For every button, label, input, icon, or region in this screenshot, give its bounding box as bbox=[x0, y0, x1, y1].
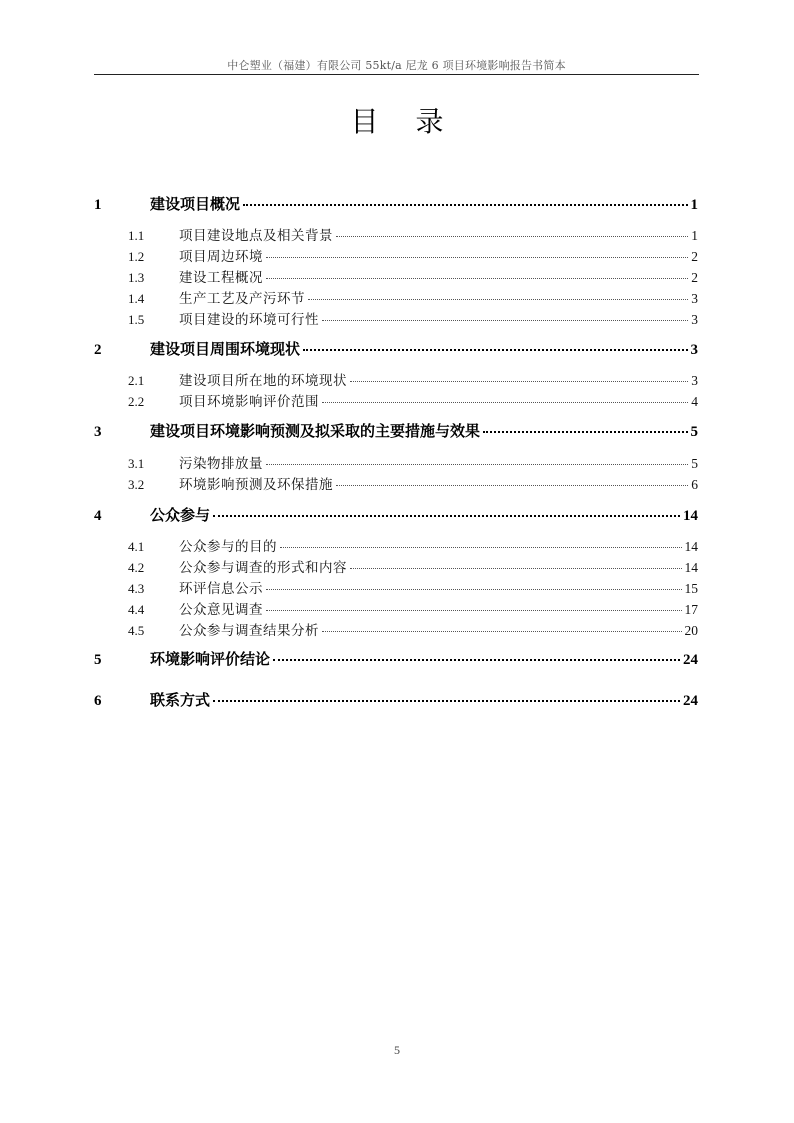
toc-number: 3.1 bbox=[128, 456, 145, 471]
toc-entry-5[interactable] bbox=[94, 648, 698, 670]
toc-number: 4.2 bbox=[128, 560, 145, 575]
toc-title: 污染物排放量 bbox=[179, 456, 263, 472]
toc-title: 环境影响预测及环保措施 bbox=[179, 477, 333, 493]
toc-title: 项目建设地点及相关背景 bbox=[179, 228, 333, 244]
toc-title: 公众意见调查 bbox=[179, 602, 263, 618]
toc-title: 项目周边环境 bbox=[179, 249, 263, 265]
toc-page-number: 14 bbox=[684, 560, 698, 575]
toc-page-number: 3 bbox=[690, 342, 698, 358]
toc-number: 4.4 bbox=[128, 602, 145, 617]
toc-page-number: 14 bbox=[683, 508, 698, 524]
toc-page-number: 17 bbox=[684, 602, 698, 617]
dot-leader bbox=[266, 278, 688, 279]
toc-page-number: 3 bbox=[691, 312, 698, 327]
toc-entry-1-2[interactable] bbox=[128, 245, 698, 265]
dot-leader bbox=[273, 659, 680, 661]
dot-leader bbox=[280, 547, 682, 548]
toc-entry-1[interactable] bbox=[94, 193, 698, 215]
toc-entry-6[interactable] bbox=[94, 689, 698, 711]
toc-number: 1.4 bbox=[128, 291, 145, 306]
toc-title: 建设项目概况 bbox=[150, 195, 241, 213]
toc-page-number: 2 bbox=[691, 249, 698, 264]
toc-page-number: 1 bbox=[690, 197, 698, 213]
toc-entry-4-4[interactable] bbox=[128, 598, 698, 618]
toc-page-number: 3 bbox=[691, 291, 698, 306]
dot-leader bbox=[266, 610, 682, 611]
toc-page-number: 24 bbox=[683, 693, 698, 709]
toc-page-number: 20 bbox=[684, 623, 698, 638]
toc-title: 项目建设的环境可行性 bbox=[179, 312, 319, 328]
toc-entry-2[interactable] bbox=[94, 338, 698, 360]
toc-page-number: 15 bbox=[684, 581, 698, 596]
toc-page-number: 1 bbox=[691, 228, 698, 243]
toc-title: 建设项目周围环境现状 bbox=[150, 340, 301, 358]
toc-number: 6 bbox=[94, 693, 102, 709]
toc-entry-1-5[interactable] bbox=[128, 308, 698, 328]
toc-entry-4-2[interactable] bbox=[128, 556, 698, 576]
toc-title: 公众参与调查的形式和内容 bbox=[179, 560, 347, 576]
toc-page-number: 4 bbox=[691, 394, 698, 409]
toc-entry-1-1[interactable] bbox=[128, 224, 698, 244]
toc-title: 建设工程概况 bbox=[179, 270, 263, 286]
toc-title: 公众参与调查结果分析 bbox=[179, 623, 319, 639]
toc-number: 5 bbox=[94, 652, 102, 668]
dot-leader bbox=[213, 700, 680, 702]
toc-title: 建设项目环境影响预测及拟采取的主要措施与效果 bbox=[150, 422, 481, 440]
toc-entry-1-3[interactable] bbox=[128, 266, 698, 286]
toc-entry-3-1[interactable] bbox=[128, 452, 698, 472]
toc-entry-4-1[interactable] bbox=[128, 535, 698, 555]
dot-leader bbox=[243, 204, 687, 206]
page-title: 目 录 bbox=[350, 105, 458, 138]
toc-number: 1.1 bbox=[128, 228, 145, 243]
toc-title: 生产工艺及产污环节 bbox=[179, 291, 305, 307]
toc-title: 联系方式 bbox=[150, 691, 211, 709]
toc-entry-2-2[interactable] bbox=[128, 390, 698, 410]
toc-page-number: 24 bbox=[683, 652, 698, 668]
dot-leader bbox=[322, 402, 688, 403]
toc-title: 公众参与的目的 bbox=[179, 539, 277, 555]
toc-title: 项目环境影响评价范围 bbox=[179, 394, 319, 410]
dot-leader bbox=[350, 568, 682, 569]
toc-number: 4.3 bbox=[128, 581, 145, 596]
toc-page-number: 6 bbox=[691, 477, 698, 492]
toc-page-number: 5 bbox=[691, 456, 698, 471]
dot-leader bbox=[266, 257, 688, 258]
toc-page-number: 2 bbox=[691, 270, 698, 285]
toc-number: 1.2 bbox=[128, 249, 145, 264]
header-text: 中仑塑业（福建）有限公司 55kt/a 尼龙 6 项目环境影响报告书简本 bbox=[227, 59, 566, 72]
dot-leader bbox=[336, 485, 688, 486]
toc-title: 环评信息公示 bbox=[179, 581, 263, 597]
dot-leader bbox=[322, 631, 682, 632]
dot-leader bbox=[483, 431, 687, 433]
toc-entry-1-4[interactable] bbox=[128, 287, 698, 307]
toc-entry-4-3[interactable] bbox=[128, 577, 698, 597]
toc-number: 1 bbox=[94, 197, 102, 213]
dot-leader bbox=[336, 236, 688, 237]
toc-title: 环境影响评价结论 bbox=[150, 650, 271, 668]
toc-entry-3[interactable] bbox=[94, 420, 698, 442]
page-number: 5 bbox=[394, 1043, 400, 1057]
dot-leader bbox=[266, 589, 682, 590]
toc-number: 3.2 bbox=[128, 477, 145, 492]
toc-entry-4[interactable] bbox=[94, 504, 698, 526]
dot-leader bbox=[322, 320, 688, 321]
toc-entry-4-5[interactable] bbox=[128, 619, 698, 639]
toc-number: 3 bbox=[94, 424, 102, 440]
toc-number: 1.3 bbox=[128, 270, 145, 285]
toc-page-number: 5 bbox=[690, 424, 698, 440]
dot-leader bbox=[308, 299, 688, 300]
toc-title: 公众参与 bbox=[150, 506, 211, 524]
dot-leader bbox=[303, 349, 687, 351]
toc-entry-3-2[interactable] bbox=[128, 473, 698, 493]
dot-leader bbox=[350, 381, 688, 382]
toc-number: 2.1 bbox=[128, 373, 145, 388]
toc-page-number: 14 bbox=[684, 539, 698, 554]
dot-leader bbox=[266, 464, 688, 465]
toc-page-number: 3 bbox=[691, 373, 698, 388]
toc-title: 建设项目所在地的环境现状 bbox=[179, 373, 347, 389]
dot-leader bbox=[213, 515, 680, 517]
toc-number: 2 bbox=[94, 342, 102, 358]
toc-number: 1.5 bbox=[128, 312, 145, 327]
toc-entry-2-1[interactable] bbox=[128, 369, 698, 389]
toc-number: 4.1 bbox=[128, 539, 145, 554]
toc-number: 4.5 bbox=[128, 623, 145, 638]
toc-number: 2.2 bbox=[128, 394, 145, 409]
toc-number: 4 bbox=[94, 508, 102, 524]
